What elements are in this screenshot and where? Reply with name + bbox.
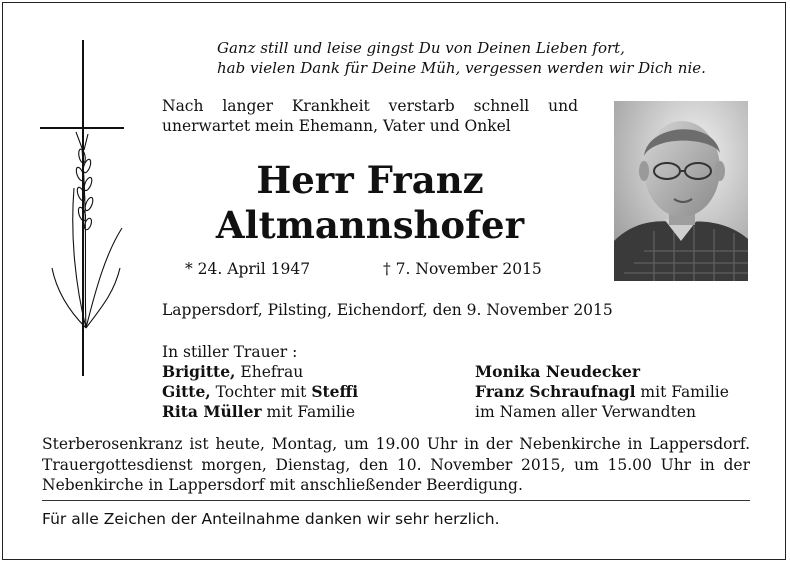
mourner-relation: mit Familie bbox=[635, 383, 729, 401]
deceased-name bbox=[162, 158, 578, 248]
mourners-heading: In stiller Trauer : bbox=[162, 343, 298, 361]
mourner-line bbox=[162, 362, 358, 382]
mourner-relation: mit Familie bbox=[261, 403, 356, 421]
mourners-right-column bbox=[475, 362, 729, 422]
name-line-2: Altmannshofer bbox=[215, 203, 525, 247]
mourner-relation: Ehefrau bbox=[235, 363, 304, 381]
cross-with-wheat-icon bbox=[36, 38, 126, 378]
mourner-line bbox=[162, 402, 358, 422]
mourner-name: Steffi bbox=[311, 382, 359, 401]
memorial-quote bbox=[217, 38, 706, 78]
thanks-text: Für alle Zeichen der Anteilnahme danken wir sehr herzlich. bbox=[42, 510, 500, 528]
mourners-left-column bbox=[162, 343, 358, 422]
quote-line-2: hab vielen Dank für Deine Müh, vergessen werden wir Dich nie. bbox=[217, 59, 706, 77]
mourner-line bbox=[162, 382, 358, 402]
mourner-line bbox=[475, 402, 729, 422]
mourners-block bbox=[162, 343, 729, 422]
death-date: † 7. November 2015 bbox=[383, 260, 542, 278]
mourner-name: Franz Schraufnagl bbox=[475, 382, 636, 401]
intro-text: Nach langer Krankheit verstarb schnell und unerwartet mein Ehemann, Vater und Onkel bbox=[162, 97, 578, 135]
birth-date: * 24. April 1947 bbox=[185, 260, 311, 278]
mourner-relation: im Namen aller Verwandten bbox=[475, 403, 696, 421]
ceremony-info: Sterberosenkranz ist heute, Montag, um 19.00 Uhr in der Nebenkirche in Lappersdorf. Trauergottesdienst morgen, Dienstag, den 10. November 2015, um 15.00 Uhr in der Nebenkirche in Lappersdorf mit anschließender Beerdigung. bbox=[42, 435, 750, 494]
mourner-name: Brigitte, bbox=[162, 362, 236, 381]
mourner-name: Monika Neudecker bbox=[475, 362, 641, 381]
name-line-1: Herr Franz bbox=[256, 158, 484, 202]
quote-line-1: Ganz still und leise gingst Du von Deinen Lieben fort, bbox=[217, 39, 625, 57]
mourner-name: Rita Müller bbox=[162, 402, 262, 421]
mourner-line bbox=[475, 362, 729, 382]
mourner-line bbox=[475, 382, 729, 402]
portrait-photo bbox=[614, 101, 748, 281]
mourner-name: Gitte, bbox=[162, 382, 211, 401]
place-date: Lappersdorf, Pilsting, Eichendorf, den 9. November 2015 bbox=[162, 301, 613, 319]
life-dates bbox=[185, 259, 542, 279]
divider-line bbox=[42, 500, 750, 501]
mourner-relation: Tochter mit bbox=[210, 383, 312, 401]
